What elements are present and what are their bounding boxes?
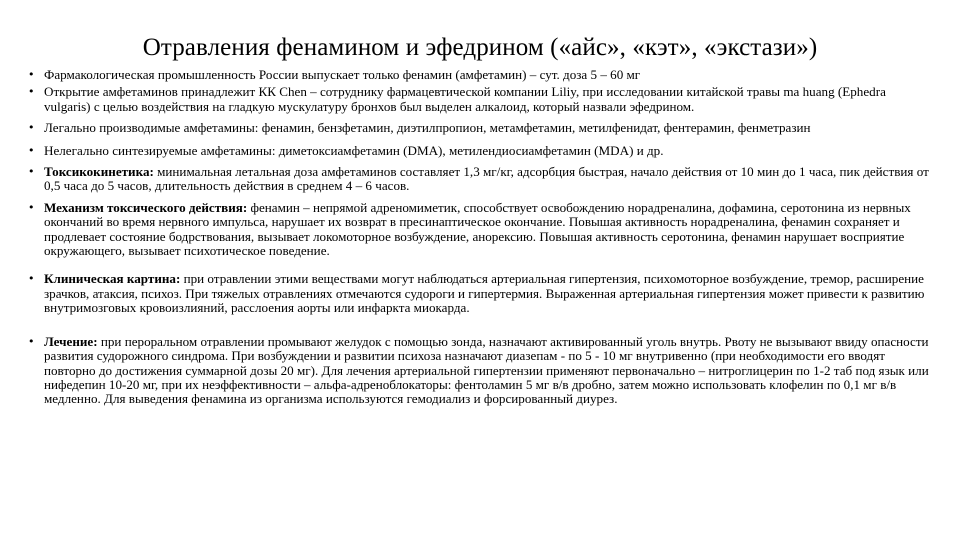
bullet-text: фенамин – непрямой адреномиметик, способствует освобождению норадреналина, дофамина, серотонина из нервных окончаний во время нервного импульса, нарушает их возврат в пресинаптическое окончание. Повышая активность норадреналина, фенамин сохраняет и продлевает состояние бодрствования, вызывает локомоторное возбуждение, анорексию. Повышая активность серотонина, фенамин нарушает восприятие окружающего, вызывает психотическое поведение. — [44, 199, 911, 259]
bullet-item-illegal-amphetamines — [28, 144, 933, 158]
bullet-text: Фармакологическая промышленность России выпускает только фенамин (амфетамин) – сут. доза 5 – 60 мг — [44, 67, 641, 82]
bullet-icon: • — [28, 200, 35, 214]
bullet-item-mechanism — [28, 201, 933, 259]
bullet-icon: • — [28, 165, 35, 179]
bullet-text: Открытие амфетаминов принадлежит КК Chen – сотруднику фармацевтической компании Liliy, при исследовании китайской травы ma huang (Ephedra vulgaris) с целью воздействия на гладкую мускулатуру бронхов был выделен алкалоид, который назвали эфедрином. — [44, 84, 886, 114]
bullet-text: минимальная летальная доза амфетаминов составляет 1,3 мг/кг, адсорбция быстрая, начало действия от 10 мин до 1 часа, пик действия от 0,5 часа до 5 часов, длительность действия в среднем 4 – 6 часов. — [44, 164, 929, 194]
bullet-item-clinical-picture — [28, 272, 933, 315]
bullet-icon: • — [28, 68, 35, 81]
bullet-icon: • — [28, 143, 35, 157]
bullet-item-treatment — [28, 335, 933, 407]
bullet-text: Нелегально синтезируемые амфетамины: диметоксиамфетамин (DMA), метилендиосиамфетамин (MDA) и др. — [44, 142, 664, 158]
bullet-icon: • — [28, 334, 35, 348]
bullet-heading: Лечение: — [44, 333, 98, 349]
bullet-heading: Токсикокинетика: — [44, 164, 154, 180]
bullet-list — [28, 68, 933, 407]
bullet-item-discovery — [28, 85, 933, 114]
bullet-heading: Клиническая картина: — [44, 271, 181, 287]
bullet-item-legal-amphetamines — [28, 121, 933, 135]
bullet-text: при пероральном отравлении промывают желудок с помощью зонда, назначают активированный уголь внутрь. Рвоту не вызывают ввиду опасности развития судорожного синдрома. При возбуждении и развитии психоза назначают диазепам - по 5 - 10 мг внутривенно (при необходимости его вводят повторно до достижения суммарной дозы 20 мг). Для лечения артериальной гипертензии применяют первоначально – нитроглицерин по 1-2 таб под язык или нифедепин 10-20 мг, при их неэффективности – альфа-адреноблокаторы: фентоламин 5 мг в/в дробно, затем можно использовать клофелин по 0,1 мг в/в медленно. Для выведения фенамина из организма используются гемодиализ и форсированный диурез. — [44, 333, 929, 407]
bullet-item-pharma-industry — [28, 68, 933, 82]
bullet-item-toxicokinetics — [28, 165, 933, 194]
bullet-text: Легально производимые амфетамины: фенамин, бензфетамин, диэтилпропион, метамфетамин, метилфенидат, фентерамин, фенметразин — [44, 120, 811, 136]
bullet-text: при отравлении этими веществами могут наблюдаться артериальная гипертензия, психомоторное возбуждение, тремор, расширение зрачков, атаксия, психоз. При тяжелых отравлениях отмечаются судороги и гипертермия. Выраженная артериальная гипертензия может привести к развитию внутримозговых кровоизлияний, расслоения аорты или инфаркта миокарда. — [44, 271, 925, 316]
bullet-icon: • — [28, 272, 35, 286]
bullet-icon: • — [28, 85, 35, 99]
bullet-heading: Механизм токсического действия: — [44, 199, 248, 215]
bullet-icon: • — [28, 121, 35, 135]
slide-title: Отравления фенамином и эфедрином («айс», «кэт», «экстази») — [142, 34, 818, 61]
